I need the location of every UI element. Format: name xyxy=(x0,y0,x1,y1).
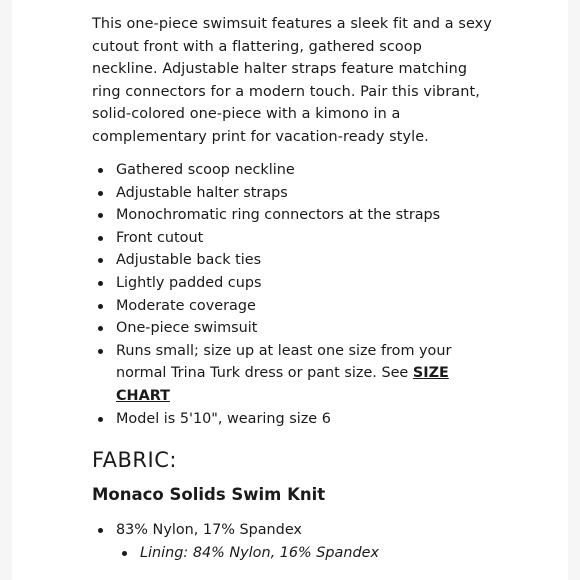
fabric-list xyxy=(92,519,492,564)
fabric-name: Monaco Solids Swim Knit xyxy=(92,485,326,505)
list-item: Moderate coverage xyxy=(116,295,492,318)
list-item: Gathered scoop neckline xyxy=(116,159,492,182)
list-item: Monochromatic ring connectors at the straps xyxy=(116,204,492,227)
list-item: Front cutout xyxy=(116,227,492,250)
feature-list xyxy=(92,159,492,430)
fabric-composition: 83% Nylon, 17% Spandex xyxy=(116,522,302,539)
lining-composition: Lining: 84% Nylon, 16% Spandex xyxy=(140,542,492,565)
fabric-sublist xyxy=(116,542,492,565)
list-item: Adjustable back ties xyxy=(116,249,492,272)
fabric-heading: FABRIC: xyxy=(92,448,177,473)
intro-paragraph: This one-piece swimsuit features a sleek fit and a sexy cutout front with a flattering, gathered scoop neckline. Adjustable halter straps feature matching ring connectors for a modern touch. Pair this vibrant, solid-colored one-piece with a kimono in a complementary print for vacation-ready style. xyxy=(92,16,492,145)
size-note-item xyxy=(116,340,492,408)
product-details-card xyxy=(12,0,568,580)
fabric-composition-item xyxy=(116,519,492,564)
model-note-item: Model is 5'10", wearing size 6 xyxy=(116,408,492,431)
size-chart-link[interactable]: SIZE CHART xyxy=(116,365,449,404)
size-note-text: Runs small; size up at least one size from your normal Trina Turk dress or pant size. See xyxy=(116,342,452,382)
product-description xyxy=(92,13,492,564)
list-item: One-piece swimsuit xyxy=(116,317,492,340)
list-item: Lightly padded cups xyxy=(116,272,492,295)
list-item: Adjustable halter straps xyxy=(116,182,492,205)
